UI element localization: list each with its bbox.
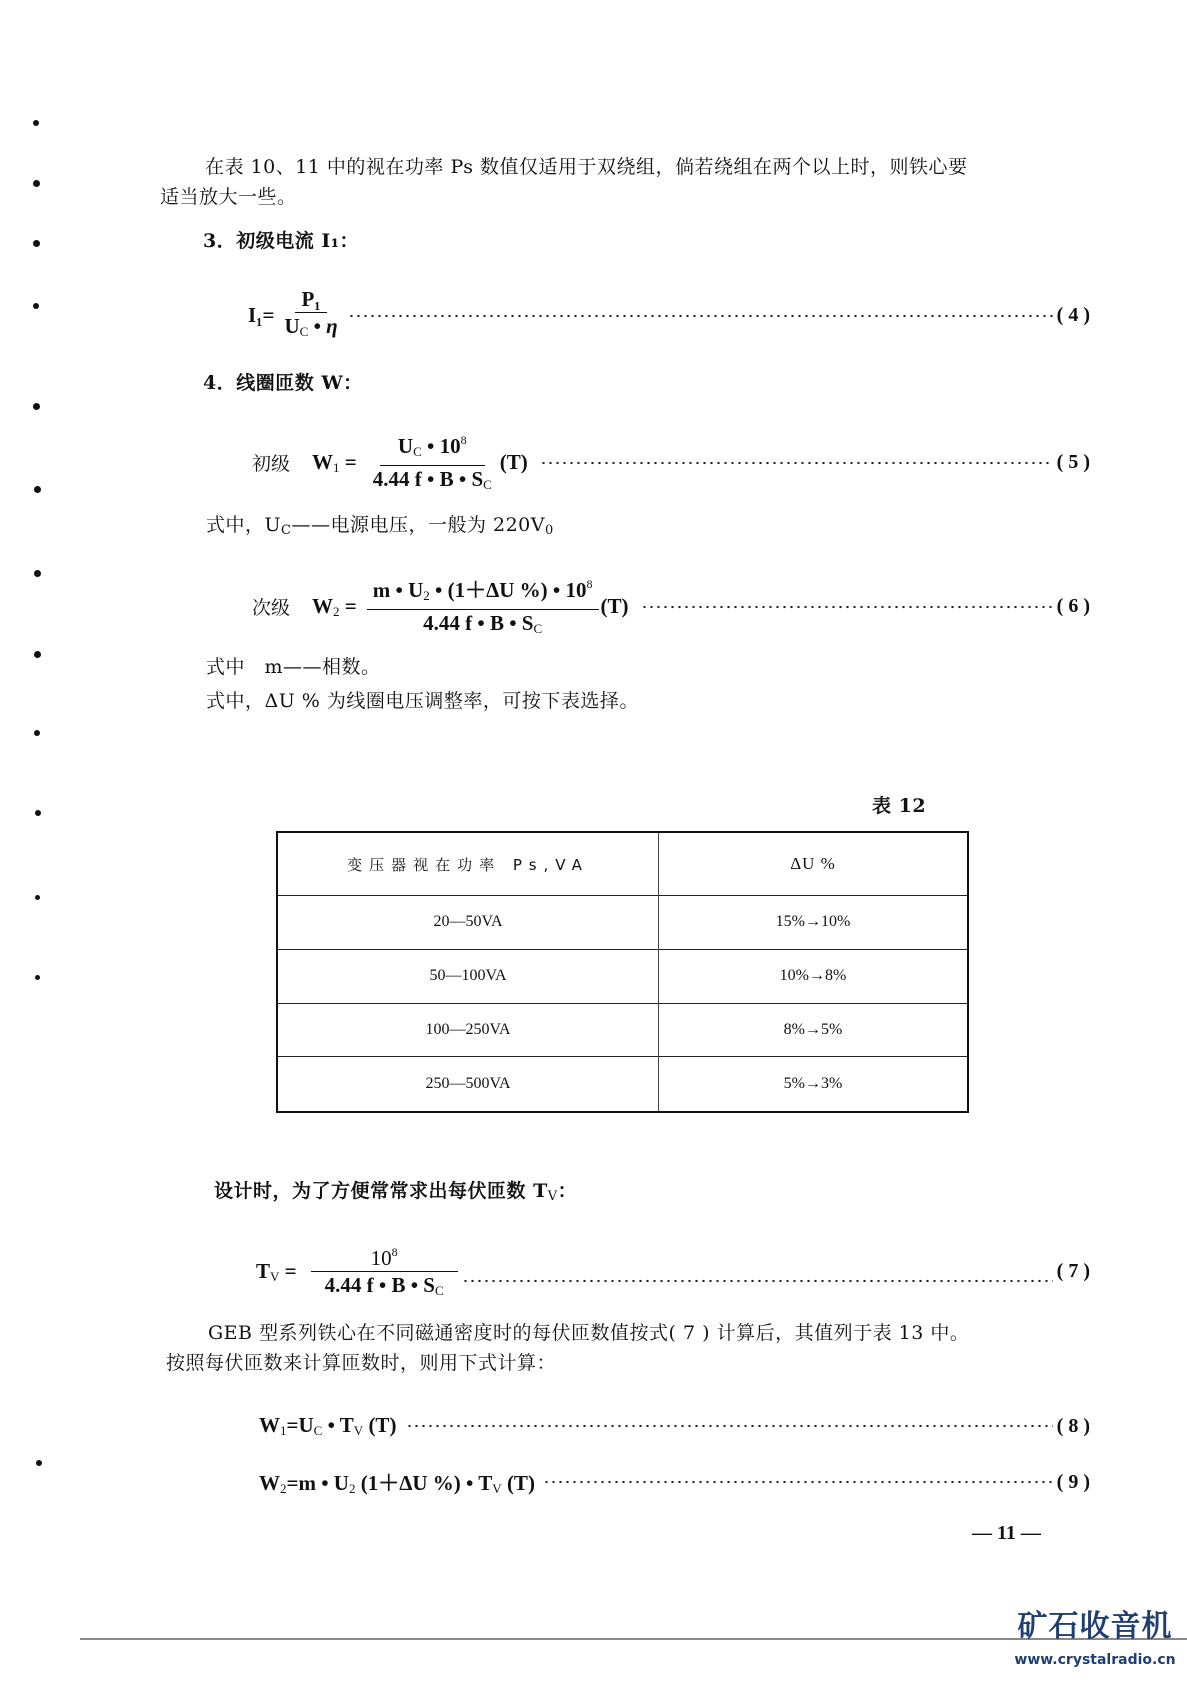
- table-cell-delta-u: 8%→5%: [659, 1003, 969, 1057]
- note-uc-sub: C: [281, 523, 292, 538]
- note-uc-a: 式中，U: [206, 514, 282, 536]
- table-cell-power: 100—250VA: [277, 1003, 659, 1057]
- eq5-lhs: [312, 450, 357, 476]
- eq9-c-sub: V: [492, 1481, 502, 1496]
- equation-4: [248, 287, 1090, 344]
- eq6-label: 次级: [252, 597, 291, 619]
- scan-mark: [33, 120, 39, 126]
- eq6-w-sub: 2: [333, 603, 340, 619]
- table-cell-delta-u: 15%→10%: [659, 896, 969, 950]
- watermark-url: www.crystalradio.cn: [1014, 1652, 1176, 1668]
- scan-mark: [34, 651, 41, 658]
- scan-mark: [36, 1460, 42, 1466]
- table-row: [277, 949, 968, 1003]
- table-cell-delta-u: 10%→8%: [659, 949, 969, 1003]
- geb-line-2: 按照每伏匝数来计算匝数时，则用下式计算：: [166, 1352, 557, 1374]
- eq8-d: (T): [363, 1413, 397, 1437]
- eq6-num-a: m • U: [372, 578, 424, 602]
- scan-mark: [33, 403, 40, 410]
- scan-mark: [34, 570, 41, 577]
- eq5-label: 初级: [252, 453, 291, 475]
- table-cell-power: 20—50VA: [277, 896, 659, 950]
- dot-leader: [641, 605, 1053, 609]
- eq7-lhs: [256, 1259, 297, 1285]
- tv-intro: [214, 1176, 577, 1212]
- eq7-den-sub: C: [434, 1283, 444, 1298]
- equation-6: [252, 572, 1090, 641]
- geb-paragraph: [166, 1318, 1096, 1378]
- eq6-num-b: • (1＋ΔU %) • 10: [429, 578, 587, 602]
- eq6-den-sub: C: [533, 621, 543, 636]
- scan-mark: [35, 895, 40, 900]
- equation-number-4: ( 4 ): [1056, 304, 1090, 326]
- eq5-unit: (T): [499, 450, 528, 474]
- eq7-fraction: [311, 1240, 458, 1303]
- intro-line-2: 适当放大一些。: [160, 186, 297, 208]
- eq9-a-sub: 2: [280, 1481, 287, 1496]
- eq9-d: (T): [501, 1471, 535, 1495]
- eq5-num-sub: C: [413, 444, 422, 459]
- eq7-t-sub: V: [270, 1268, 280, 1284]
- tv-intro-end: ：: [557, 1180, 578, 1202]
- eq9-b-sub: 2: [348, 1481, 356, 1496]
- equation-8: [259, 1413, 1090, 1439]
- eq6-numerator: [367, 572, 599, 610]
- note-m: 式中 m——相数。: [206, 656, 381, 678]
- page-number: — 11 —: [972, 1522, 1041, 1544]
- eq9-a: W: [259, 1471, 280, 1495]
- dot-leader: [406, 1424, 1052, 1428]
- eq7-denominator: [319, 1272, 450, 1303]
- dot-leader: [348, 314, 1053, 318]
- tv-intro-sub: V: [547, 1189, 558, 1204]
- eq6-lhs: [312, 594, 357, 620]
- eq5-num-u: U: [397, 434, 414, 458]
- eq7-numerator: [311, 1240, 458, 1272]
- eq5-den-a: 4.44 f • B • S: [372, 467, 484, 491]
- table-header-power: 变压器视在功率 Ps,VA: [277, 832, 659, 896]
- eq6-fraction: [367, 572, 599, 641]
- dot-leader: [462, 1279, 1053, 1283]
- eq8-c-sub: V: [353, 1423, 364, 1438]
- scan-mark: [34, 730, 40, 736]
- equation-7: [256, 1240, 1090, 1303]
- eq8-b-sub: C: [313, 1423, 323, 1438]
- section-3-heading: 3．初级电流 I₁：: [203, 230, 360, 252]
- eq5-w: W: [312, 449, 334, 474]
- eq9-body: [259, 1467, 535, 1497]
- eq7-equals: =: [279, 1258, 297, 1283]
- eq8-a: W: [259, 1413, 280, 1437]
- table-12-caption: 表 12: [872, 795, 927, 817]
- eq5-numerator: [380, 428, 485, 466]
- equation-number-5: ( 5 ): [1056, 451, 1090, 473]
- eq6-num-sub: 2: [423, 588, 430, 603]
- eq4-numerator: P₁: [295, 287, 326, 313]
- eq4-den-rest: • η: [308, 314, 338, 338]
- eq8-c: • T: [322, 1413, 354, 1437]
- scan-mark: [33, 180, 40, 187]
- dot-leader: [543, 1480, 1053, 1484]
- eq5-fraction: [367, 428, 498, 497]
- eq4-fraction: [278, 287, 343, 344]
- equation-5: [252, 428, 1090, 497]
- eq9-c: (1＋ΔU %) • T: [355, 1471, 493, 1495]
- eq8-body: [259, 1413, 396, 1439]
- table-12: [276, 831, 969, 1113]
- note-uc: [206, 510, 554, 546]
- eq6-denominator: [417, 610, 548, 641]
- eq7-num: 10: [370, 1246, 392, 1270]
- eq8-a-sub: 1: [280, 1423, 287, 1438]
- equation-number-6: ( 6 ): [1056, 595, 1090, 617]
- table-row: [277, 1057, 968, 1112]
- eq5-equals: =: [339, 449, 357, 474]
- note-uc-sub0: 0: [545, 523, 554, 538]
- dot-leader: [540, 461, 1053, 465]
- eq4-lhs: I₁=: [248, 303, 275, 327]
- note-delta-u: 式中，ΔU % 为线圈电压调整率，可按下表选择。: [206, 690, 639, 712]
- note-uc-b: ——电源电压，一般为 220V: [291, 514, 545, 536]
- intro-paragraph: [160, 152, 1100, 212]
- scan-mark: [35, 810, 41, 816]
- equation-number-7: ( 7 ): [1056, 1260, 1090, 1282]
- watermark-logo: [1010, 1610, 1180, 1670]
- scan-mark: [35, 975, 40, 980]
- eq6-unit: (T): [600, 594, 629, 618]
- eq5-w-sub: 1: [333, 459, 340, 475]
- equation-9: [259, 1467, 1090, 1497]
- equation-number-9: ( 9 ): [1056, 1470, 1090, 1493]
- table-row: [277, 896, 968, 950]
- eq6-equals: =: [339, 593, 357, 618]
- table-cell-delta-u: 5%→3%: [659, 1057, 969, 1112]
- eq5-den-sub: C: [483, 477, 492, 492]
- eq4-den-sub: C: [299, 324, 309, 339]
- geb-line-1: GEB 型系列铁心在不同磁通密度时的每伏匝数值按式( 7 ) 计算后，其值列于表 13 中。: [208, 1322, 970, 1344]
- eq6-w: W: [312, 593, 334, 618]
- equation-number-8: ( 8 ): [1056, 1414, 1090, 1437]
- scan-mark: [34, 486, 41, 493]
- eq6-den-a: 4.44 f • B • S: [423, 611, 534, 635]
- eq7-t: T: [256, 1258, 271, 1283]
- eq7-den-a: 4.44 f • B • S: [324, 1273, 435, 1297]
- eq5-denominator: [367, 466, 498, 497]
- table-header-row: [277, 832, 968, 896]
- section-4-heading: 4．线圈匝数 W：: [203, 372, 363, 394]
- table-row: [277, 1003, 968, 1057]
- intro-line-1: 在表 10、11 中的视在功率 Ps 数值仅适用于双绕组，倘若绕组在两个以上时，则铁心要: [205, 156, 968, 178]
- eq4-denominator: [278, 313, 343, 344]
- watermark-title: 矿石收音机: [1017, 1609, 1173, 1644]
- eq8-b: =U: [286, 1413, 314, 1437]
- tv-intro-text: 设计时，为了方便常常求出每伏匝数 T: [214, 1180, 548, 1202]
- eq5-num-sup: 8: [460, 433, 467, 447]
- eq6-num-sup: 8: [586, 577, 593, 591]
- eq4-den-u: U: [284, 314, 300, 338]
- table-header-delta-u: ΔU %: [790, 854, 836, 874]
- scan-mark: [33, 303, 39, 309]
- eq7-num-sup: 8: [391, 1245, 398, 1259]
- table-cell-power: 50—100VA: [277, 949, 659, 1003]
- table-cell-power: 250—500VA: [277, 1057, 659, 1112]
- eq9-b: =m • U: [286, 1471, 349, 1495]
- scan-mark: [33, 240, 40, 247]
- eq5-num-b: • 10: [421, 434, 461, 458]
